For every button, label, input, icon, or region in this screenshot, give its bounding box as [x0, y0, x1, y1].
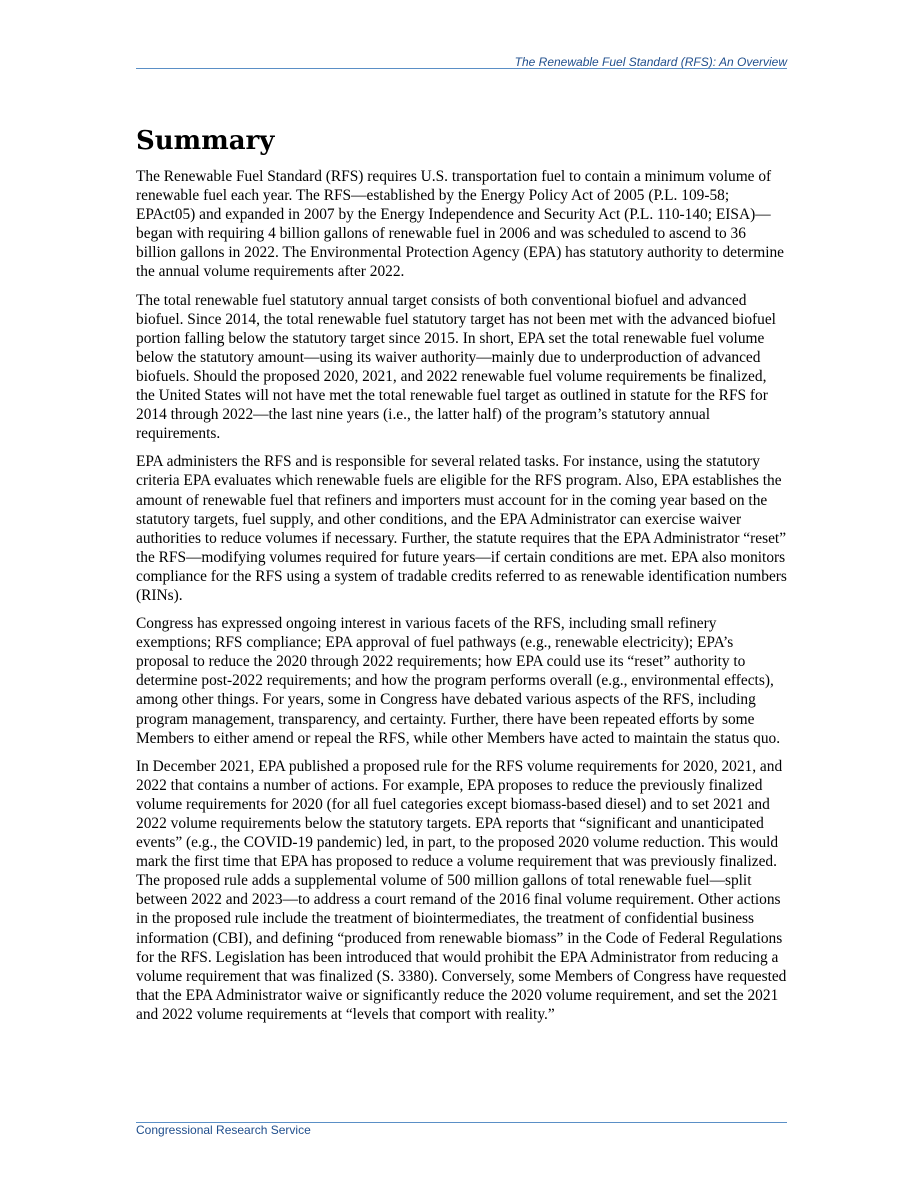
footer-organization: Congressional Research Service [136, 1123, 311, 1137]
summary-paragraph-1: The Renewable Fuel Standard (RFS) requires U.S. transportation fuel to contain a minimum volume of renewable fuel each year. The RFS—established by the Energy Policy Act of 2005 (P.L. 109-58; EPAct05) and expanded in 2007 by the Energy Independence and Security Act (P.L. 110-140; EISA)—began with requiring 4 billion gallons of renewable fuel in 2006 and was scheduled to ascend to 36 billion gallons in 2022. The Environmental Protection Agency (EPA) has statutory authority to determine the annual volume requirements after 2022. [136, 168, 785, 281]
summary-paragraph-5: In December 2021, EPA published a proposed rule for the RFS volume requirements for 2020, 2021, and 2022 that contains a number of actions. For example, EPA proposes to reduce the previously finalized volume requirements for 2020 (for all fuel categories except biomass-based diesel) and to set 2021 and 2022 volume requirements below the statutory targets. EPA reports that “significant and unanticipated events” (e.g., the COVID-19 pandemic) led, in part, to the proposed 2020 volume reduction. This would mark the first time that EPA has proposed to reduce a volume requirement that was previously finalized. The proposed rule adds a supplemental volume of 500 million gallons of total renewable fuel—split between 2022 and 2023—to address a court remand of the 2016 final volume requirement. Other actions in the proposed rule include the treatment of biointermediates, the treatment of confidential business information (CBI), and defining “produced from renewable biomass” in the Code of Federal Regulations for the RFS. Legislation has been introduced that would prohibit the EPA Administrator from reducing a volume requirement that was finalized (S. 3380). Conversely, some Members of Congress have requested that the EPA Administrator waive or significantly reduce the 2020 volume requirement, and set the 2021 and 2022 volume requirements at “levels that comport with reality.” [136, 757, 787, 1023]
running-header: The Renewable Fuel Standard (RFS): An Overview [514, 55, 787, 69]
page-title: Summary [136, 126, 275, 156]
summary-body [136, 167, 787, 1033]
summary-paragraph-3: EPA administers the RFS and is responsible for several related tasks. For instance, using the statutory criteria EPA evaluates which renewable fuels are eligible for the RFS program. Also, EPA establishes the amount of renewable fuel that refiners and importers must account for in the coming year based on the statutory targets, fuel supply, and other conditions, and the EPA Administrator can exercise waiver authorities to reduce volumes if necessary. Further, the statute requires that the EPA Administrator “reset” the RFS—modifying volumes required for future years—if certain conditions are met. EPA also monitors compliance for the RFS using a system of tradable credits referred to as renewable identification numbers (RINs). [136, 453, 787, 604]
summary-paragraph-2: The total renewable fuel statutory annual target consists of both conventional biofuel and advanced biofuel. Since 2014, the total renewable fuel statutory target has not been met with the advanced biofuel portion falling below the statutory target since 2015. In short, EPA set the total renewable fuel volume below the statutory amount—using its waiver authority—mainly due to underproduction of advanced biofuels. Should the proposed 2020, 2021, and 2022 renewable fuel volume requirements be finalized, the United States will not have met the total renewable fuel target as outlined in statute for the RFS for 2014 through 2022—the last nine years (i.e., the latter half) of the program’s statutory annual requirements. [136, 291, 776, 443]
header-divider [136, 68, 787, 69]
summary-paragraph-4: Congress has expressed ongoing interest in various facets of the RFS, including small refinery exemptions; RFS compliance; EPA approval of fuel pathways (e.g., renewable electricity); EPA’s proposal to reduce the 2020 through 2022 requirements; how EPA could use its “reset” authority to determine post-2022 requirements; and how the program performs overall (e.g., environmental effects), among other things. For years, some in Congress have debated various aspects of the RFS, including program management, transparency, and certainty. Further, there have been repeated efforts by some Members to either amend or repeal the RFS, while other Members have acted to maintain the status quo. [136, 615, 781, 747]
